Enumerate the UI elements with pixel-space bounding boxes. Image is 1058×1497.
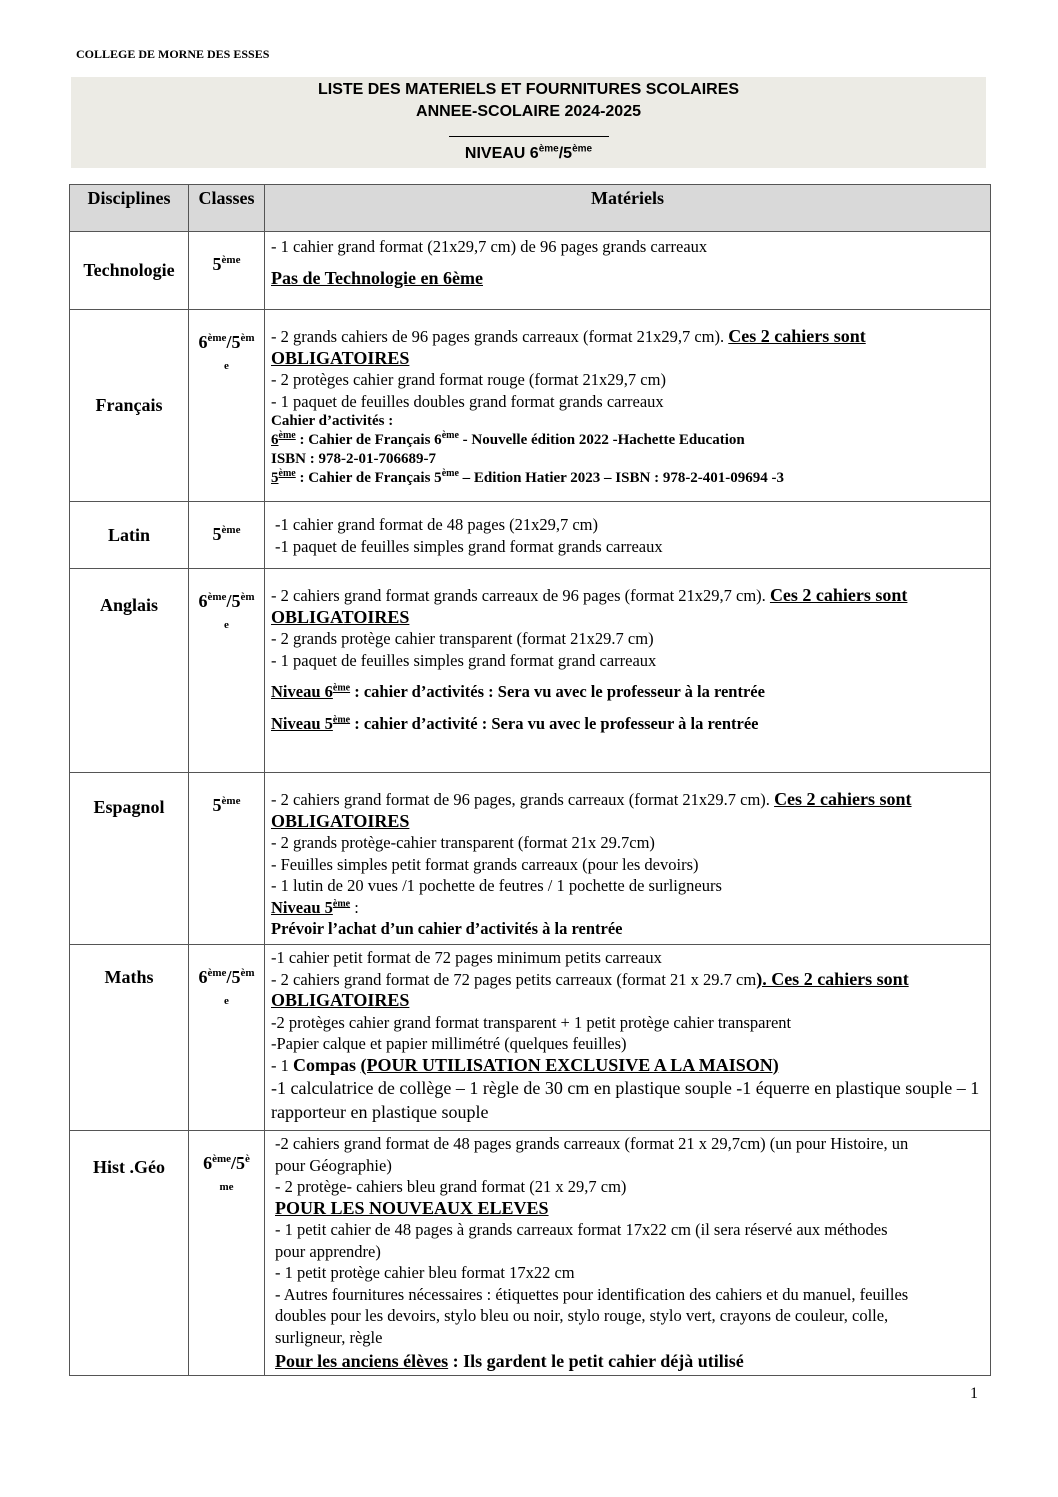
discipline-name: Maths [70,945,189,1131]
discipline-name: Français [70,310,189,502]
discipline-name: Espagnol [70,773,189,945]
class-level: 5ème [189,773,265,945]
table-row [70,502,991,569]
title-divider [449,136,609,137]
school-year: ANNEE-SCOLAIRE 2024-2025 [416,103,641,120]
class-level: $6ème/5^{èm}$ e [189,945,265,1131]
table-row [70,773,991,945]
table-row [70,945,991,1131]
class-level: 5ème [189,502,265,569]
supplies-table [69,184,991,1376]
materials-cell: - 2 cahiers grand format de 96 pages, grands carreaux (format 21x29.7 cm). Ces 2 cahiers sont OBLIGATOIRES - 2 grands protège-cahier transparent (format 21x 29.7cm) - Feuilles simples petit format grands carreaux (pour les devoirs) - 1 lutin de 20 vues /1 pochette de feutres / 1 pochette de surligneurs Niveau 5ème : Prévoir l’achat d’un cahier d’activités à la rentrée [265,773,991,945]
materials-cell: -2 cahiers grand format de 48 pages grands carreaux (format 21 x 29,7cm) (un pour Histoire, un pour Géographie) - 2 protège- cahiers bleu grand format (21 x 29,7 cm) POUR LES NOUVEAUX ELEVES - 1 petit cahier de 48 pages à grands carreaux format 17x22 cm (il sera réservé aux méthodes pour apprendre) - 1 petit protège cahier bleu format 17x22 cm - Autres fournitures nécessaires : étiquettes pour identification des cahiers et du manuel, feuilles doubles pour les devoirs, stylo bleu ou noir, stylo rouge, stylo vert, crayons de couleur, colle, surligneur, règle Pour les anciens élèves : Ils gardent le petit cahier déjà utilisé [265,1131,991,1376]
discipline-name: Hist .Géo [70,1131,189,1376]
class-level: 5ème [189,232,265,310]
header-classes: Classes [189,185,265,232]
discipline-name: Latin [70,502,189,569]
document-title: LISTE DES MATERIELS ET FOURNITURES SCOLAIRES [317,81,740,98]
materials-cell: -1 cahier petit format de 72 pages minimum petits carreaux - 2 cahiers grand format de 72 pages petits carreaux (format 21 x 29.7 cm). Ces 2 cahiers sont OBLIGATOIRES -2 protèges cahier grand format transparent + 1 petit protège cahier transparent -Papier calque et papier millimétré (quelques feuilles) - 1 Compas (POUR UTILISATION EXCLUSIVE A LA MAISON) -1 calculatrice de collège – 1 règle de 30 cm en plastique souple -1 équerre en plastique souple – 1 rapporteur en plastique souple [265,945,991,1131]
class-level: $6ème/5^è$ me [189,1131,265,1376]
table-header-row [70,185,991,232]
materials-cell: - 1 cahier grand format (21x29,7 cm) de 96 pages grands carreaux Pas de Technologie en 6ème [265,232,991,310]
title-banner [71,77,986,168]
table-row [70,1131,991,1376]
table-row [70,310,991,502]
class-level: $6ème/5^{èm}$ e [189,569,265,773]
class-level: $6ème/5^{èm}$ e [189,310,265,502]
materials-cell: - 2 grands cahiers de 96 pages grands carreaux (format 21x29,7 cm). Ces 2 cahiers sont OBLIGATOIRES - 2 protèges cahier grand format rouge (format 21x29,7 cm) - 1 paquet de feuilles doubles grand format grands carreaux Cahier d’activités : 6ème : Cahier de Français 6ème - Nouvelle édition 2022 -Hachette Education ISBN : 978-2-01-706689-7 5ème : Cahier de Français 5ème – Edition Hatier 2023 – ISBN : 978-2-401-09694 -3 [265,310,991,502]
school-name: COLLEGE DE MORNE DES ESSES [76,47,270,61]
level-heading: NIVEAU 6ème/5ème [464,143,593,162]
header-materiels: Matériels [265,185,991,232]
table-row [70,569,991,773]
table-row [70,232,991,310]
materials-cell: -1 cahier grand format de 48 pages (21x29,7 cm) -1 paquet de feuilles simples grand format grands carreaux [265,502,991,569]
page-number: 1 [970,1385,978,1402]
discipline-name: Technologie [70,232,189,310]
discipline-name: Anglais [70,569,189,773]
header-disciplines: Disciplines [70,185,189,232]
materials-cell: - 2 cahiers grand format grands carreaux de 96 pages (format 21x29,7 cm). Ces 2 cahiers sont OBLIGATOIRES - 2 grands protège cahier transparent (format 21x29.7 cm) - 1 paquet de feuilles simples grand format grand carreaux Niveau 6ème : cahier d’activités : Sera vu avec le professeur à la rentrée Niveau 5ème : cahier d’activité : Sera vu avec le professeur à la rentrée [265,569,991,773]
